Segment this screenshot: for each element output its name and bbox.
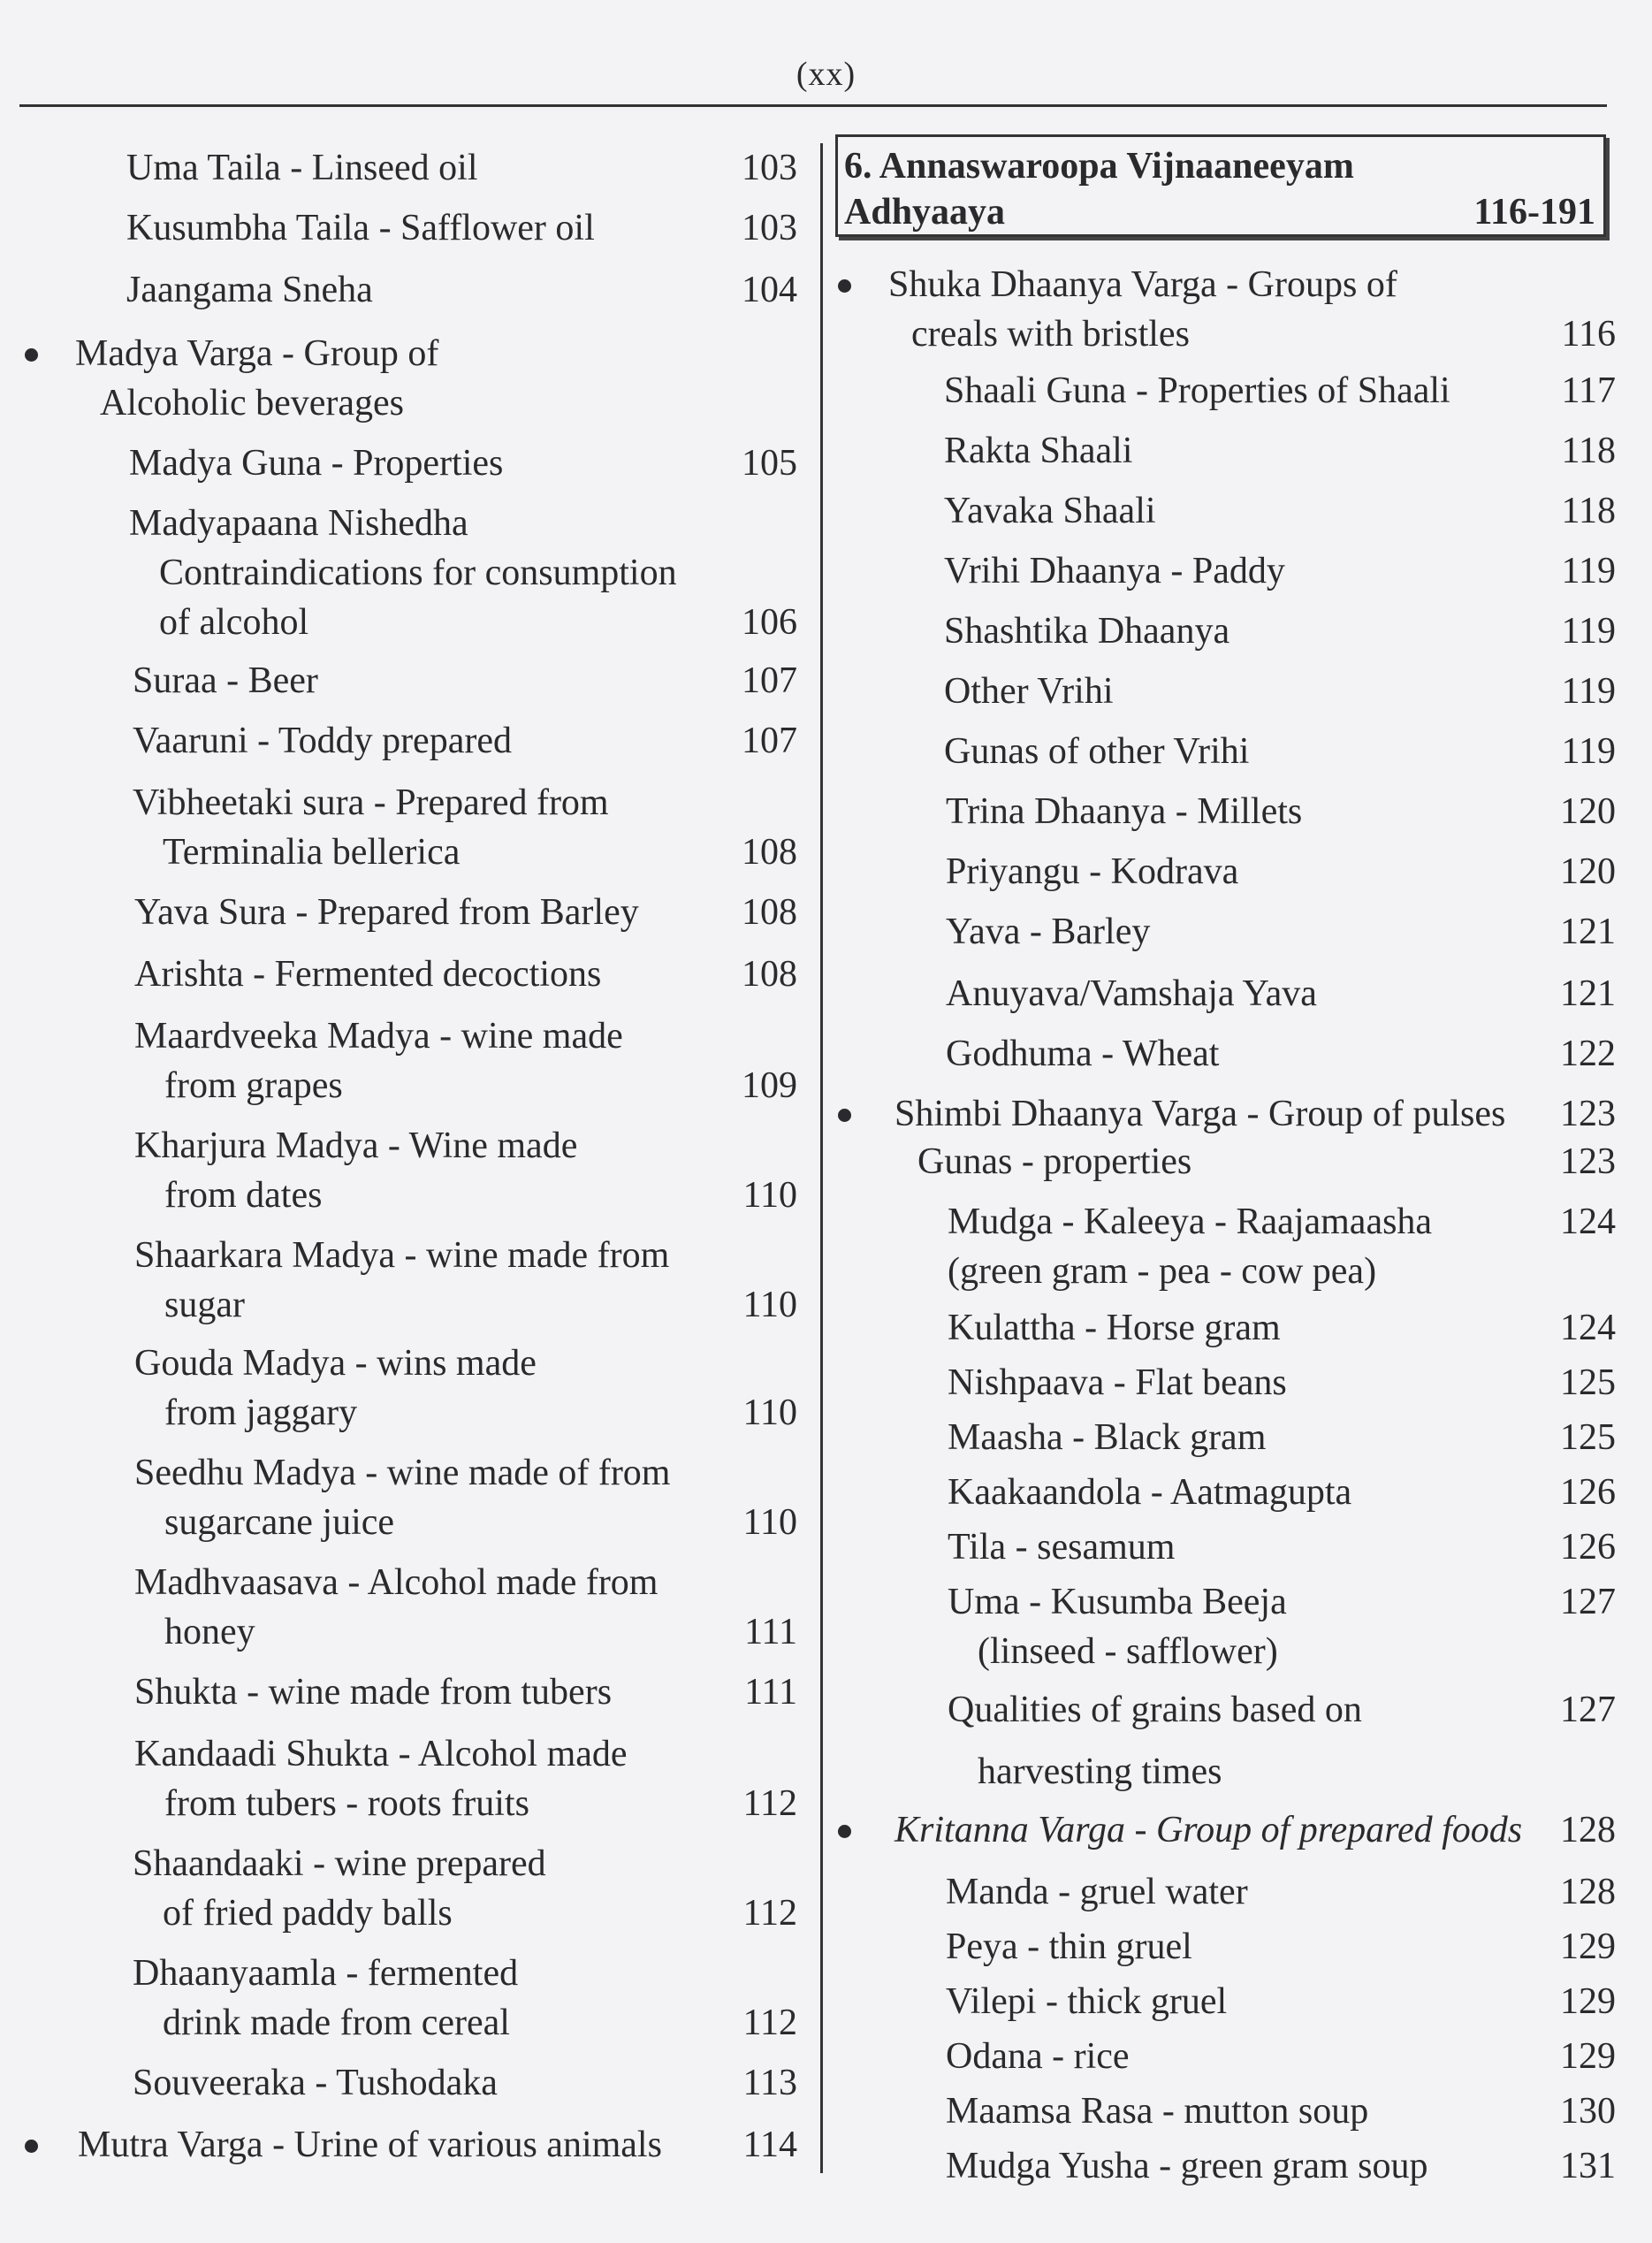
toc-entry-text-line: Alcoholic beverages — [100, 383, 405, 423]
left-toc-entry — [134, 888, 639, 937]
left-toc-entry — [78, 2120, 662, 2170]
toc-entry-text-line: Yava - Barley — [946, 912, 1151, 952]
right-toc-entry — [948, 1577, 1287, 1676]
toc-entry-text-line: sugarcane juice — [164, 1502, 395, 1543]
toc-entry-text-line: Maasha - Black gram — [948, 1417, 1267, 1458]
right-toc-entry — [948, 1685, 1362, 1797]
toc-entry-text-line: Kusumbha Taila - Safflower oil — [126, 208, 595, 248]
left-toc-entry — [126, 143, 478, 193]
toc-page-number: 119 — [1561, 671, 1616, 712]
right-toc-entry — [946, 2032, 1130, 2081]
toc-page-number: 110 — [742, 1175, 797, 1216]
left-toc-entry — [129, 439, 503, 488]
toc-entry-text-line: Rakta Shaali — [944, 431, 1133, 471]
toc-page-number: 129 — [1560, 1926, 1616, 1967]
toc-page-number: 121 — [1560, 973, 1616, 1014]
toc-page-number: 109 — [742, 1065, 797, 1106]
right-toc-entry — [948, 1303, 1281, 1353]
toc-entry-text-line: Kaakaandola - Aatmagupta — [948, 1472, 1352, 1513]
left-toc-entry — [134, 1448, 670, 1547]
toc-entry-text-line: Mutra Varga - Urine of various animals — [78, 2125, 662, 2165]
toc-entry-text-line: Priyangu - Kodrava — [946, 851, 1239, 892]
toc-entry-text-line: Kharjura Madya - Wine made — [134, 1125, 578, 1166]
toc-page-number: 128 — [1560, 1872, 1616, 1912]
toc-entry-text-line: Madya Varga - Group of — [75, 333, 439, 374]
toc-entry-text-line: Shashtika Dhaanya — [944, 611, 1230, 652]
left-toc-entry — [133, 1949, 518, 2048]
toc-page-number: 105 — [742, 443, 797, 484]
chapter-title-line1: 6. Annaswaroopa Vijnaaneeyam — [844, 146, 1354, 187]
left-toc-entry — [134, 1558, 658, 1657]
right-toc-entry — [895, 1805, 1522, 1855]
toc-page-number: 106 — [742, 602, 797, 643]
toc-entry-text-line: Maardveeka Madya - wine made — [134, 1016, 623, 1057]
right-toc-entry — [946, 1922, 1192, 1972]
toc-page-number: 119 — [1561, 551, 1616, 591]
toc-page-number: 129 — [1560, 1981, 1616, 2022]
toc-entry-text-line: Godhuma - Wheat — [946, 1034, 1220, 1074]
right-toc-entry — [944, 727, 1249, 776]
toc-page-number: 128 — [1560, 1810, 1616, 1850]
toc-entry-text-line: Kulattha - Horse gram — [948, 1308, 1281, 1348]
chapter-page-range: 116-191 — [1473, 192, 1595, 233]
toc-entry-text-line: from jaggary — [164, 1392, 358, 1433]
toc-entry-text-line: honey — [164, 1612, 255, 1652]
toc-entry-text-line: Kritanna Varga - Group of prepared foods — [895, 1810, 1523, 1850]
toc-page-number: 127 — [1560, 1582, 1616, 1622]
toc-entry-text-line: Terminalia bellerica — [163, 832, 461, 873]
toc-entry-text-line: Madhvaasava - Alcohol made from — [134, 1562, 659, 1603]
toc-entry-text-line: Madya Guna - Properties — [129, 443, 504, 484]
toc-page-number: 103 — [742, 208, 797, 248]
toc-entry-text-line: Qualities of grains based on — [948, 1690, 1362, 1730]
toc-entry-text-line: Uma Taila - Linseed oil — [126, 148, 478, 188]
toc-entry-text-line: Dhaanyaamla - fermented — [133, 1953, 519, 1994]
toc-entry-text-line: (linseed - safflower) — [978, 1631, 1278, 1672]
toc-page-number: 114 — [742, 2125, 797, 2165]
toc-page-number: 108 — [742, 832, 797, 873]
toc-entry-text-line: Tila - sesamum — [948, 1527, 1176, 1568]
right-toc-entry — [946, 1029, 1219, 1079]
toc-page-number: 125 — [1560, 1417, 1616, 1458]
toc-page-number: 124 — [1560, 1308, 1616, 1348]
toc-entry-text-line: Anuyava/Vamshaja Yava — [946, 973, 1317, 1014]
toc-entry-text-line: from tubers - roots fruits — [164, 1783, 529, 1824]
toc-entry-text-line: Shukta - wine made from tubers — [134, 1672, 613, 1713]
toc-page-number: 123 — [1560, 1094, 1616, 1134]
bullet-icon — [25, 348, 38, 362]
toc-page-number: 119 — [1561, 731, 1616, 772]
toc-page-number: 110 — [742, 1285, 797, 1325]
toc-entry-text-line: creals with bristles — [911, 314, 1190, 355]
toc-entry-text-line: Mudga - Kaleeya - Raajamaasha — [948, 1202, 1433, 1242]
toc-entry-text-line: Other Vrihi — [944, 671, 1114, 712]
toc-page-number: 116 — [1561, 314, 1616, 355]
toc-page-number: 125 — [1560, 1362, 1616, 1403]
toc-page-number: 110 — [742, 1392, 797, 1433]
right-toc-entry — [948, 1522, 1175, 1572]
toc-entry-text-line: Yavaka Shaali — [944, 491, 1156, 531]
toc-entry-text-line: of alcohol — [159, 602, 309, 643]
toc-entry-text-line: Seedhu Madya - wine made of from — [134, 1453, 671, 1493]
left-toc-entry — [129, 499, 677, 647]
toc-page-number: 126 — [1560, 1527, 1616, 1568]
toc-entry-text-line: from dates — [164, 1175, 323, 1216]
right-toc-entry — [944, 486, 1156, 536]
toc-page-number: 123 — [1560, 1141, 1616, 1182]
toc-entry-text-line: Vibheetaki sura - Prepared from — [133, 782, 609, 823]
left-toc-entry — [133, 656, 318, 706]
header-rule — [19, 104, 1607, 107]
toc-page-number: 112 — [742, 1893, 797, 1934]
left-toc-entry — [126, 203, 595, 253]
toc-entry-text-line: Vaaruni - Toddy prepared — [133, 721, 512, 761]
bullet-icon — [838, 1109, 851, 1122]
right-toc-entry — [946, 847, 1238, 896]
toc-entry-text-line: Gouda Madya - wins made — [134, 1343, 537, 1384]
toc-entry-text-line: Yava Sura - Prepared from Barley — [134, 892, 639, 933]
left-toc-entry — [133, 716, 512, 766]
toc-page-number: 118 — [1561, 491, 1616, 531]
toc-entry-text-line: Kandaadi Shukta - Alcohol made — [134, 1734, 628, 1774]
right-toc-entry — [946, 907, 1150, 957]
toc-page-number: 129 — [1560, 2036, 1616, 2077]
left-toc-entry — [126, 265, 373, 315]
right-toc-entry — [946, 969, 1317, 1019]
column-divider — [820, 143, 823, 2173]
toc-page-number: 110 — [742, 1502, 797, 1543]
right-toc-entry — [944, 426, 1132, 476]
toc-page-number: 119 — [1561, 611, 1616, 652]
toc-page-number: 107 — [742, 721, 797, 761]
toc-entry-text-line: Maamsa Rasa - mutton soup — [946, 2091, 1369, 2132]
toc-page-number: 121 — [1560, 912, 1616, 952]
left-toc-entry — [133, 2058, 498, 2108]
right-toc-entry — [895, 1089, 1505, 1139]
toc-entry-text-line: Souveeraka - Tushodaka — [133, 2063, 498, 2103]
toc-entry-text-line: of fried paddy balls — [163, 1893, 453, 1934]
right-toc-entry — [948, 1413, 1266, 1462]
left-toc-entry — [134, 1231, 669, 1330]
left-toc-entry — [134, 1729, 628, 1828]
toc-entry-text-line: Gunas of other Vrihi — [944, 731, 1250, 772]
right-toc-entry — [948, 1197, 1432, 1296]
toc-entry-text-line: Trina Dhaanya - Millets — [946, 791, 1303, 832]
left-toc-entry — [75, 329, 438, 428]
toc-entry-text-line: (green gram - pea - cow pea) — [948, 1251, 1377, 1292]
toc-entry-text-line: Arishta - Fermented decoctions — [134, 954, 602, 995]
toc-page-number: 131 — [1560, 2146, 1616, 2186]
right-toc-entry — [944, 546, 1285, 596]
toc-page-number: 111 — [744, 1672, 797, 1713]
right-toc-entry — [888, 260, 1397, 359]
toc-entry-text-line: Shaali Guna - Properties of Shaali — [944, 370, 1450, 411]
toc-entry-text-line: Shimbi Dhaanya Varga - Group of pulses — [895, 1094, 1506, 1134]
left-toc-entry — [133, 1839, 546, 1938]
left-toc-entry — [134, 950, 601, 999]
toc-entry-text-line: Jaangama Sneha — [126, 270, 373, 310]
right-toc-entry — [944, 667, 1114, 716]
right-toc-entry — [946, 2087, 1368, 2136]
toc-entry-text-line: drink made from cereal — [163, 2003, 510, 2043]
toc-page-number: 103 — [742, 148, 797, 188]
toc-page-number: 124 — [1560, 1202, 1616, 1242]
right-toc-entry — [946, 787, 1302, 836]
toc-entry-text-line: from grapes — [164, 1065, 343, 1106]
toc-page-number: 126 — [1560, 1472, 1616, 1513]
toc-page-number: 108 — [742, 954, 797, 995]
chapter-title-line2: Adhyaaya — [844, 192, 1006, 233]
toc-page-number: 120 — [1560, 851, 1616, 892]
toc-page-number: 112 — [742, 1783, 797, 1824]
toc-entry-text-line: Vrihi Dhaanya - Paddy — [944, 551, 1285, 591]
right-toc-entry — [946, 1977, 1227, 2026]
toc-entry-text-line: Odana - rice — [946, 2036, 1130, 2077]
toc-entry-text-line: harvesting times — [978, 1751, 1222, 1792]
toc-entry-text-line: sugar — [164, 1285, 245, 1325]
toc-page-number: 122 — [1560, 1034, 1616, 1074]
right-toc-entry — [946, 1867, 1248, 1917]
toc-entry-text-line: Contraindications for consumption — [159, 553, 677, 593]
toc-page-number: 108 — [742, 892, 797, 933]
right-toc-entry — [917, 1137, 1191, 1186]
toc-page-number: 130 — [1560, 2091, 1616, 2132]
bullet-icon — [838, 279, 851, 293]
left-toc-entry — [134, 1339, 537, 1438]
page-number-label: (xx) — [796, 56, 856, 93]
toc-page-number: 112 — [742, 2003, 797, 2043]
bullet-icon — [838, 1825, 851, 1838]
right-toc-entry — [948, 1468, 1351, 1517]
toc-entry-text-line: Vilepi - thick gruel — [946, 1981, 1228, 2022]
right-toc-entry — [944, 607, 1229, 656]
left-toc-entry — [133, 778, 609, 877]
toc-entry-text-line: Suraa - Beer — [133, 660, 318, 701]
left-toc-entry — [134, 1667, 612, 1717]
right-toc-entry — [946, 2141, 1428, 2191]
toc-page-number: 117 — [1561, 370, 1616, 411]
toc-page-number: 111 — [744, 1612, 797, 1652]
toc-page-number: 120 — [1560, 791, 1616, 832]
toc-entry-text-line: Mudga Yusha - green gram soup — [946, 2146, 1428, 2186]
toc-page-number: 127 — [1560, 1690, 1616, 1730]
toc-entry-text-line: Peya - thin gruel — [946, 1926, 1192, 1967]
toc-page-number: 107 — [742, 660, 797, 701]
toc-page-number: 118 — [1561, 431, 1616, 471]
toc-entry-text-line: Madyapaana Nishedha — [129, 503, 468, 544]
bullet-icon — [25, 2140, 38, 2153]
toc-entry-text-line: Shuka Dhaanya Varga - Groups of — [888, 264, 1397, 305]
right-toc-entry — [944, 366, 1450, 416]
toc-entry-text-line: Shaarkara Madya - wine made from — [134, 1235, 670, 1276]
toc-page-number: 113 — [742, 2063, 797, 2103]
right-toc-entry — [948, 1358, 1287, 1408]
left-toc-entry — [134, 1011, 623, 1110]
toc-entry-text-line: Gunas - properties — [917, 1141, 1192, 1182]
toc-entry-text-line: Uma - Kusumba Beeja — [948, 1582, 1287, 1622]
left-toc-entry — [134, 1121, 577, 1220]
toc-entry-text-line: Nishpaava - Flat beans — [948, 1362, 1287, 1403]
toc-entry-text-line: Manda - gruel water — [946, 1872, 1248, 1912]
toc-page-number: 104 — [742, 270, 797, 310]
toc-entry-text-line: Shaandaaki - wine prepared — [133, 1843, 546, 1884]
